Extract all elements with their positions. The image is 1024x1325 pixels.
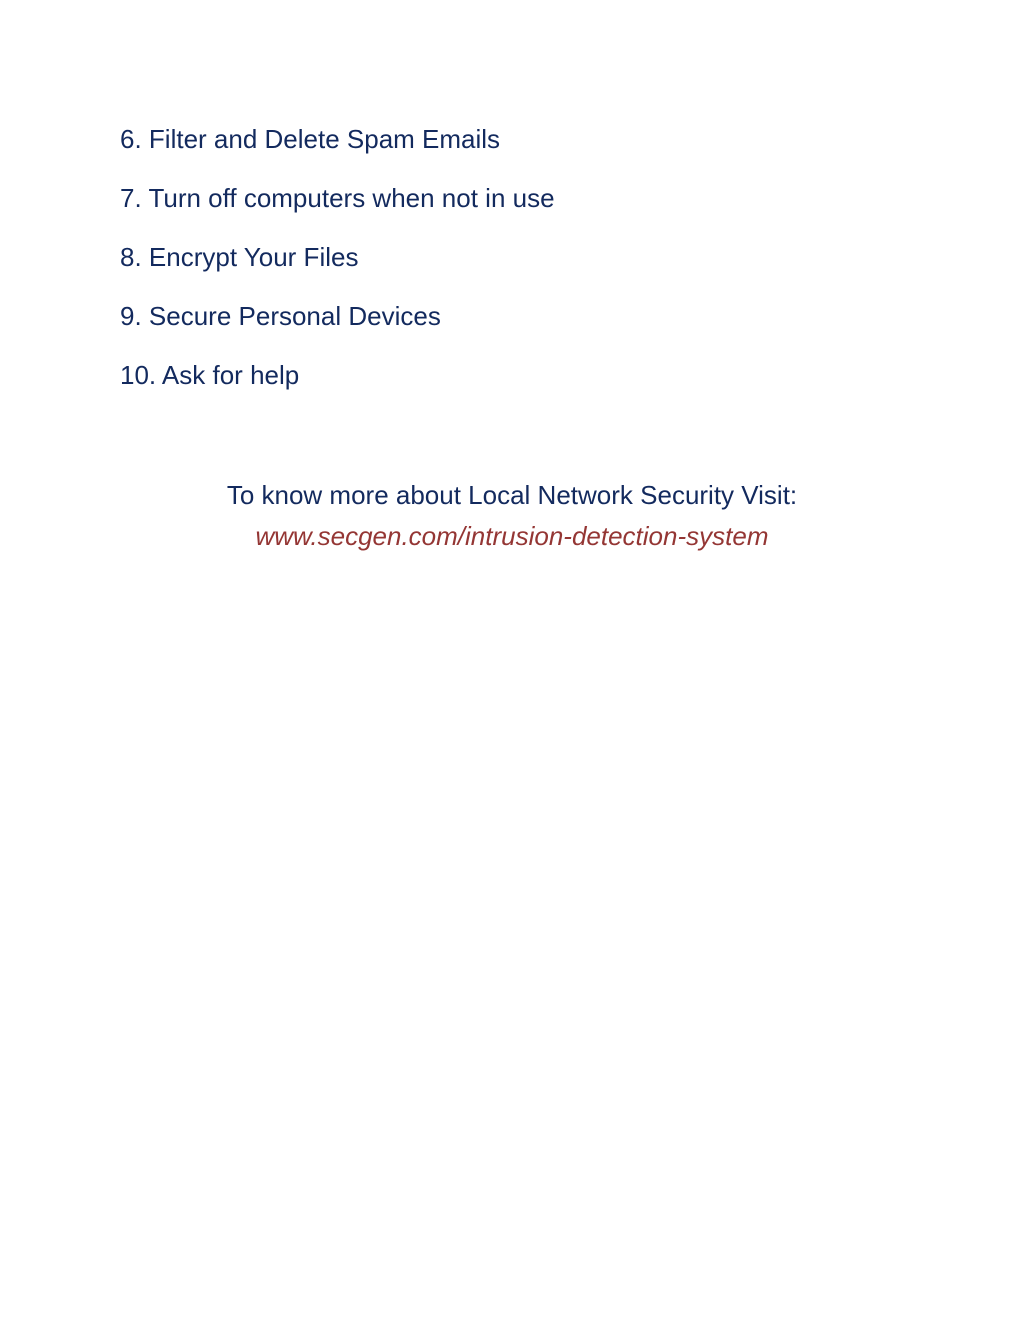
security-tips-list [120,118,555,413]
tip-item-8: 8. Encrypt Your Files [120,242,359,272]
more-info-section [0,475,1024,557]
tip-item-6: 6. Filter and Delete Spam Emails [120,124,501,154]
tip-item-10: 10. Ask for help [120,360,300,390]
tip-item-9: 9. Secure Personal Devices [120,301,441,331]
more-info-text: To know more about Local Network Security Visit: [226,480,798,510]
more-info-link[interactable]: www.secgen.com/intrusion-detection-system [255,521,769,551]
tip-item-7: 7. Turn off computers when not in use [120,183,555,213]
